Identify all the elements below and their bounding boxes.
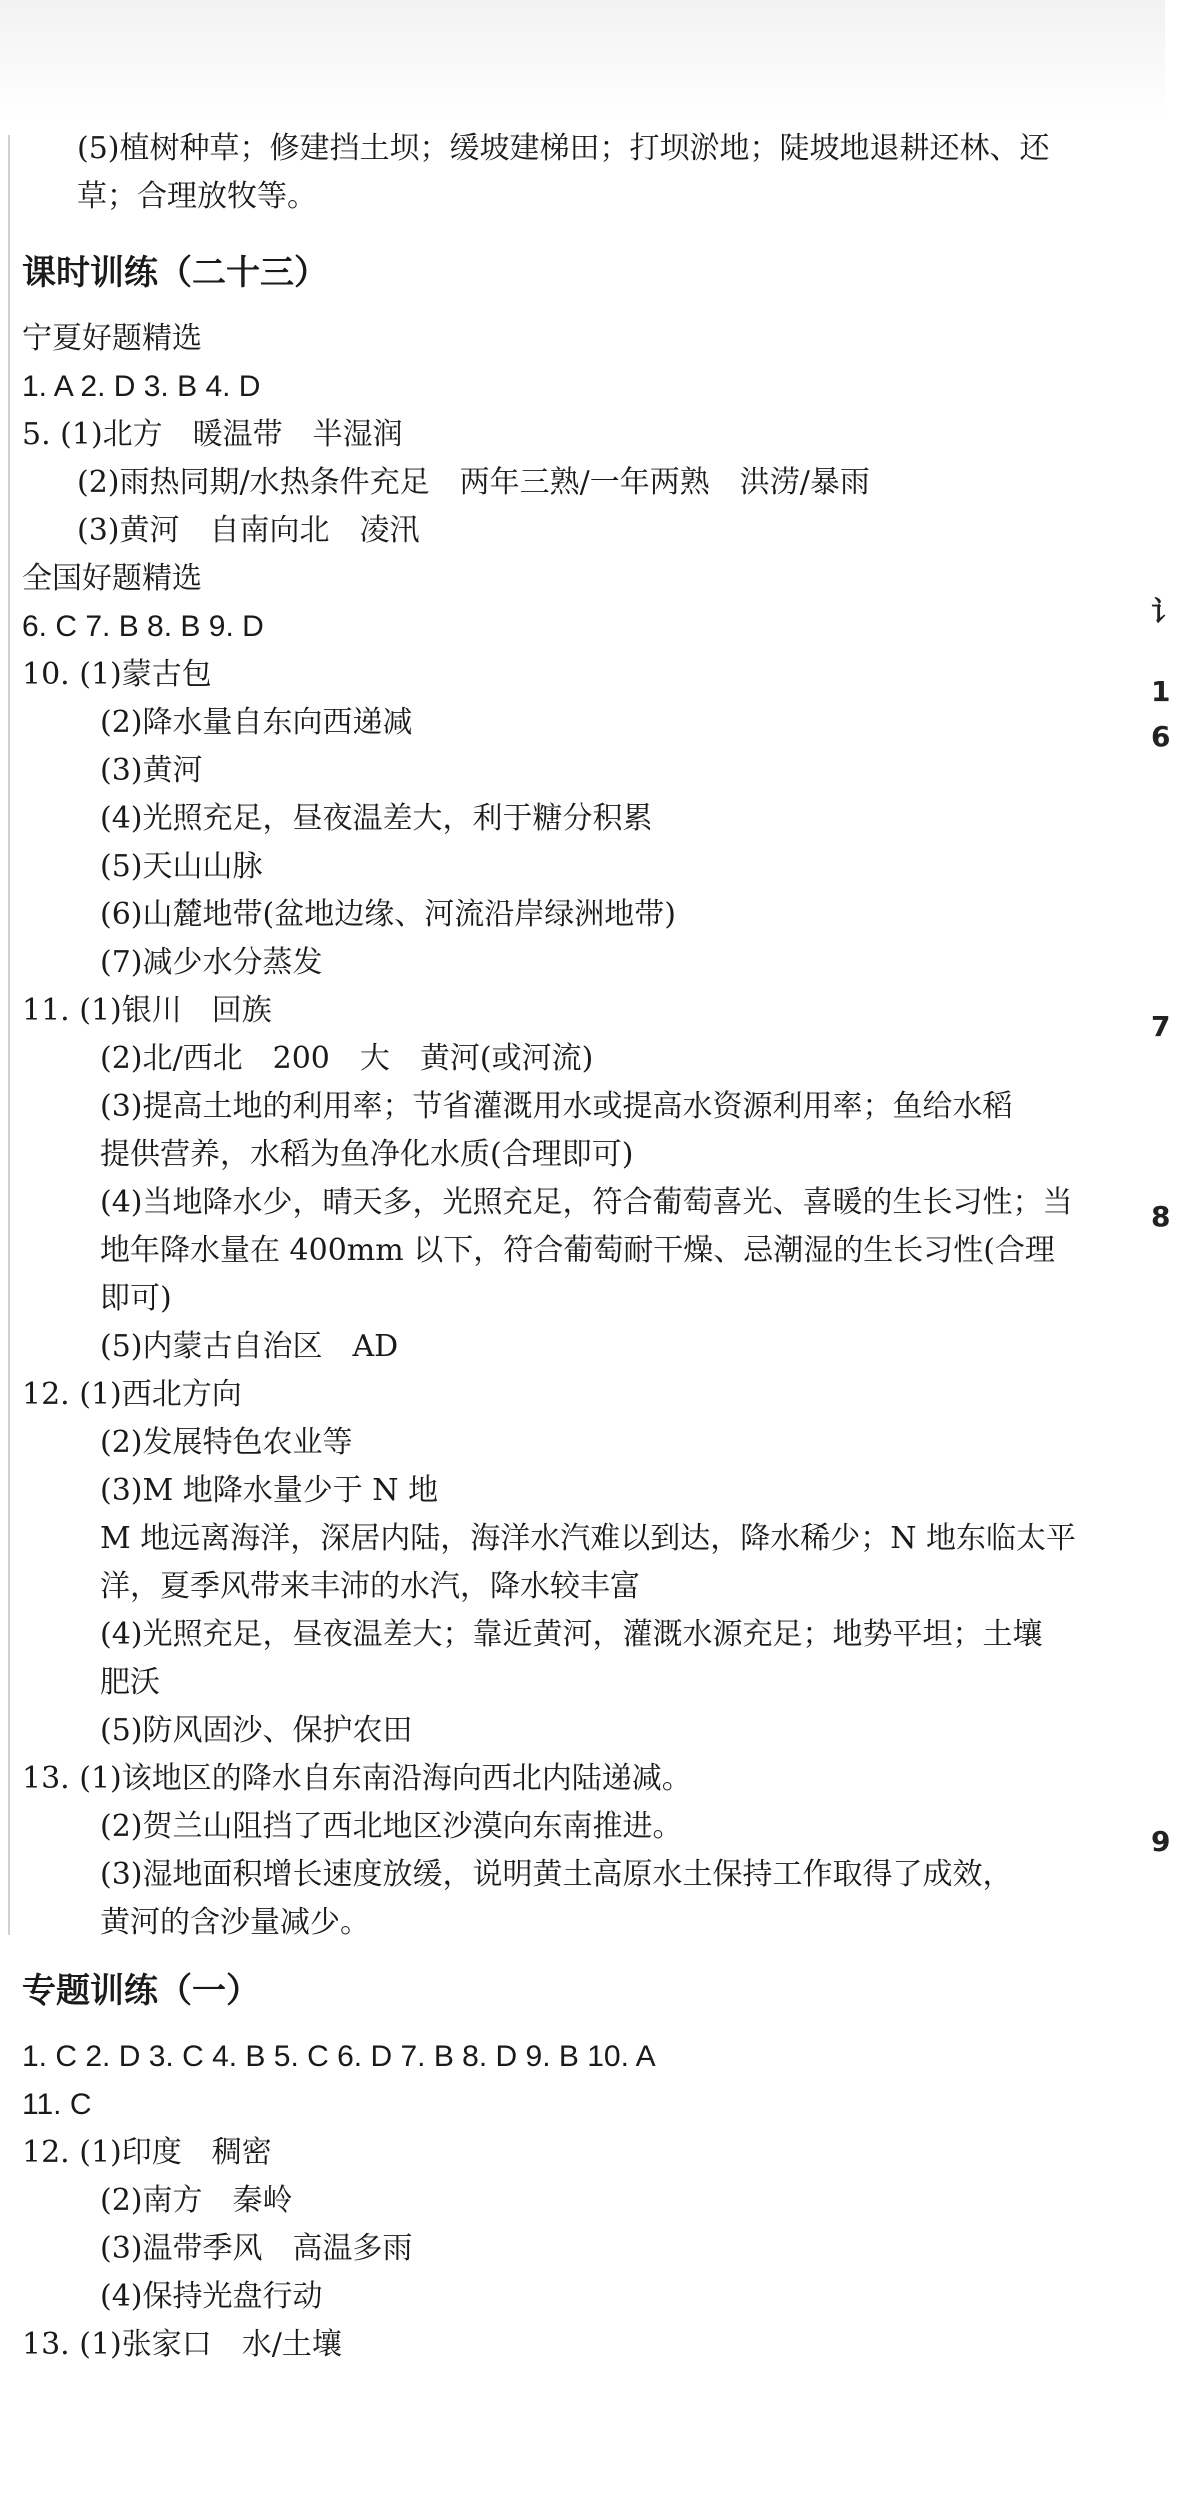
answer-line: (5)内蒙古自治区 AD — [100, 1329, 399, 1364]
page-fold-line — [8, 135, 10, 1935]
answer-line: (2)贺兰山阻挡了西北地区沙漠向东南推进。 — [100, 1809, 683, 1844]
answer-line: (6)山麓地带(盆地边缘、河流沿岸绿洲地带) — [100, 897, 676, 932]
edge-mark: 1 — [1151, 675, 1171, 708]
answer-line: 12. (1)印度 稠密 — [22, 2135, 272, 2170]
answer-line: (3)黄河 — [100, 753, 203, 788]
answer-line: (7)减少水分蒸发 — [100, 945, 323, 980]
answer-line: (2)雨热同期/水热条件充足 两年三熟/一年两熟 洪涝/暴雨 — [77, 465, 870, 500]
edge-mark: 6 — [1151, 720, 1171, 753]
answer-line: 1. C 2. D 3. C 4. B 5. C 6. D 7. B 8. D 9. B 10. A — [22, 2040, 656, 2073]
answer-line: 6. C 7. B 8. B 9. D — [22, 610, 264, 643]
edge-mark: 7 — [1151, 1010, 1171, 1043]
edge-mark: 9 — [1151, 1825, 1171, 1858]
answer-line: 13. (1)张家口 水/土壤 — [22, 2327, 342, 2362]
answer-line: (3)湿地面积增长速度放缓，说明黄土高原水土保持工作取得了成效， — [100, 1857, 1013, 1892]
answer-line: (2)南方 秦岭 — [100, 2183, 293, 2218]
answer-line: 1. A 2. D 3. B 4. D — [22, 370, 261, 403]
answer-line: 11. C — [22, 2088, 92, 2121]
answer-line: M 地远离海洋，深居内陆，海洋水汽难以到达，降水稀少；N 地东临太平 — [100, 1521, 1077, 1556]
answer-line: (5)天山山脉 — [100, 849, 263, 884]
answer-line: (3)M 地降水量少于 N 地 — [100, 1473, 439, 1508]
answer-line: 11. (1)银川 回族 — [22, 993, 272, 1028]
intro-line: 草；合理放牧等。 — [77, 179, 317, 214]
answer-line: 10. (1)蒙古包 — [22, 657, 212, 692]
answer-line: (2)北/西北 200 大 黄河(或河流) — [100, 1041, 594, 1076]
edge-mark: 讠 — [1151, 595, 1179, 628]
answer-line: 肥沃 — [100, 1665, 160, 1700]
answer-line: (5)防风固沙、保护农田 — [100, 1713, 413, 1748]
scan-top-band — [0, 0, 1165, 120]
answer-line: 即可) — [100, 1281, 172, 1316]
answer-document — [22, 125, 1142, 2369]
answer-line: (4)光照充足，昼夜温差大；靠近黄河，灌溉水源充足；地势平坦；土壤 — [100, 1617, 1043, 1652]
answer-line: (4)保持光盘行动 — [100, 2279, 323, 2314]
subsection-title: 宁夏好题精选 — [22, 321, 202, 356]
answer-line: 提供营养，水稻为鱼净化水质(合理即可) — [100, 1137, 634, 1172]
section-title: 专题训练（一） — [22, 1971, 260, 2011]
answer-line: 地年降水量在 400mm 以下，符合葡萄耐干燥、忌潮湿的生长习性(合理 — [100, 1233, 1055, 1268]
section-title: 课时训练（二十三） — [22, 253, 328, 293]
answer-line: 13. (1)该地区的降水自东南沿海向西北内陆递减。 — [22, 1761, 692, 1796]
intro-line: (5)植树种草；修建挡土坝；缓坡建梯田；打坝淤地；陡坡地退耕还林、还 — [77, 131, 1050, 166]
answer-line: 洋，夏季风带来丰沛的水汽，降水较丰富 — [100, 1569, 640, 1604]
subsection-title: 全国好题精选 — [22, 561, 202, 596]
answer-line: (3)温带季风 高温多雨 — [100, 2231, 413, 2266]
answer-line: (4)当地降水少，晴天多，光照充足，符合葡萄喜光、喜暖的生长习性；当 — [100, 1185, 1073, 1220]
answer-line: 12. (1)西北方向 — [22, 1377, 242, 1412]
answer-line: (2)降水量自东向西递减 — [100, 705, 413, 740]
answer-line: 5. (1)北方 暖温带 半湿润 — [22, 417, 403, 452]
answer-line: (3)提高土地的利用率；节省灌溉用水或提高水资源利用率；鱼给水稻 — [100, 1089, 1013, 1124]
edge-mark: 8 — [1151, 1200, 1171, 1233]
answer-line: (3)黄河 自南向北 凌汛 — [77, 513, 420, 548]
answer-line: (2)发展特色农业等 — [100, 1425, 353, 1460]
answer-line: (4)光照充足，昼夜温差大，利于糖分积累 — [100, 801, 653, 836]
answer-line: 黄河的含沙量减少。 — [100, 1905, 370, 1940]
